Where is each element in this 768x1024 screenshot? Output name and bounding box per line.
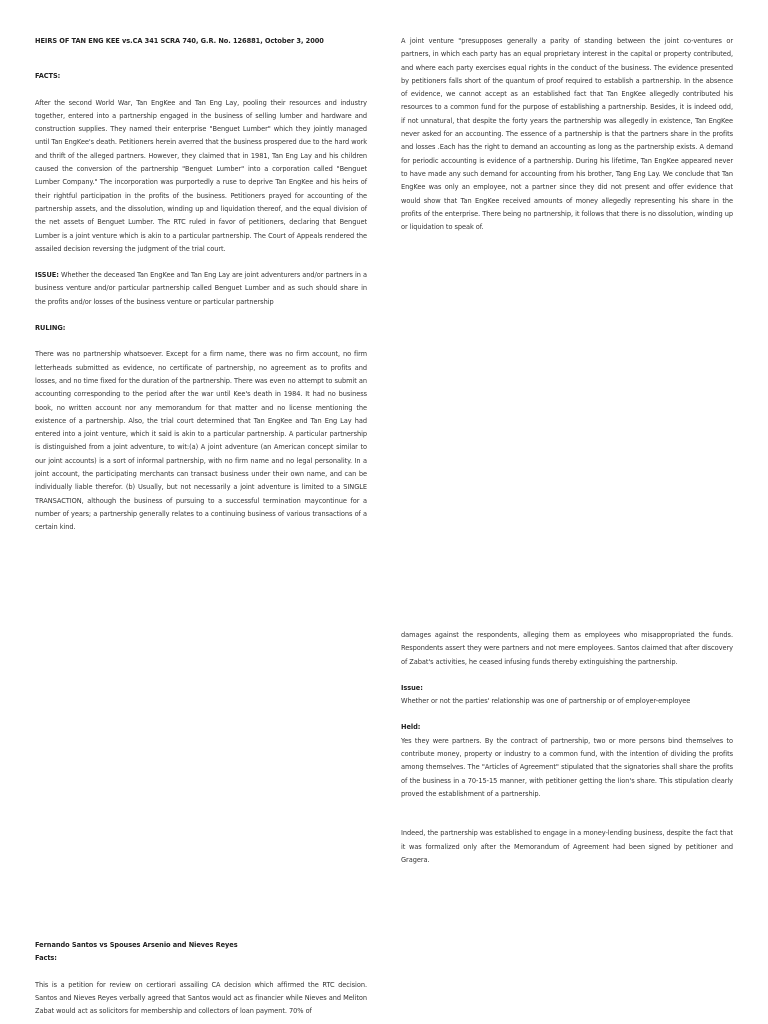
case1-facts-paragraph: After the second World War, Tan EngKee and Tan Eng Lay, pooling their resources and industry together, entered into a partnership engaged in the business of selling lumber and hardware and construction supplies. They named their enterprise "Benguet Lumber" which they jointly managed until Tan EngKee's death. Petitioners herein averred that the business prospered due to the hard work and thrift of the alleged partners. However, they claimed that in 1981, Tan Eng Lay and his children caused the conversion of the partnership "Benguet Lumber" into a corporation called "Benguet Lumber Company." The incorporation was purportedly a ruse to deprive Tan EngKee and his heirs of their rightful participation in the profits of the business. Petitioners prayed for accounting of the partnership assets, and the dissolution, winding up and liquidation thereof, and the equal division of the net assets of Benguet Lumber. The RTC ruled in favor of petitioners, declaring that Benguet Lumber is a joint venture which is akin to a particular partnership. The Court of Appeals rendered the assailed decision reversing the judgment of the trial court. <box>35 98 367 253</box>
case1-facts-heading: FACTS: <box>35 72 61 81</box>
case2-issue-heading: Issue: <box>401 683 423 692</box>
case1-block <box>35 35 367 535</box>
case1-issue-paragraph <box>35 269 367 309</box>
case1-ruling-paragraph: There was no partnership whatsoever. Except for a firm name, there was no firm account, no firm letterheads submitted as evidence, no certificate of partnership, no agreement as to profits and losses, and no time fixed for the duration of the partnership. There was even no attempt to submit an accounting corresponding to the period after the war until Kee's death in 1984. It had no business book, no written account nor any memorandum for that matter and no license mentioning the existence of a partnership. Also, the trial court determined that Tan EngKee and Tan Eng Lay had entered into a joint venture, which it said is akin to a particular partnership. A particular partnership is distinguished from a joint adventure, to wit:(a) A joint adventure (an American concept similar to our joint accounts) is a sort of informal partnership, with no firm name and no legal personality. In a joint account, the participating merchants can transact business under their own name, and can be individually liable therefor. (b) Usually, but not necessarily a joint adventure is limited to a SINGLE TRANSACTION, although the business of pursuing to a successful termination maycontinue for a number of years; a partnership generally relates to a continuing business of various transactions of a certain kind. <box>35 350 367 532</box>
case1-ruling-heading: RULING: <box>35 324 66 333</box>
case2-facts-heading: Facts: <box>35 954 57 963</box>
case1-continued-paragraph: A joint venture "presupposes generally a parity of standing between the joint co-ventures or partners, in which each party has an equal proprietary interest in the capital or property contributed, and where each party exercises equal rights in the conduct of the business. The evidence presented by petitioners falls short of the quantum of proof required to establish a partnership. In the absence of evidence, we cannot accept as an established fact that Tan EngKee allegedly contributed his resources to a common fund for the purpose of establishing a partnership. Besides, it is indeed odd, if not unnatural, that despite the forty years the partnership was allegedly in existence, Tan EngKee never asked for an accounting. The essence of a partnership is that the partners share in the profits and losses .Each has the right to demand an accounting as long as the partnership exists. A demand for periodic accounting is evidence of a partnership. During his lifetime, Tan EngKee appeared never to have made any such demand for accounting from his brother, Tang Eng Lay. We conclude that Tan EngKee was only an employee, not a partner since they did not present and offer evidence that would show that Tan EngKee received amounts of money allegedly representing his share in the profits of the enterprise. There being no partnership, it follows that there is no dissolution, winding up or liquidation to speak of. <box>401 37 733 232</box>
case2-held-paragraph: Yes they were partners. By the contract of partnership, two or more persons bind themselves to contribute money, property or industry to a common fund, with the intention of dividing the profits among themselves. The "Articles of Agreement" stipulated that the signatories shall share the profits of the business in a 70-15-15 manner, with petitioner getting the lion's share. This stipulation clearly proved the establishment of a partnership. <box>401 736 733 798</box>
case2-held-paragraph-2: Indeed, the partnership was established to engage in a money-lending business, despite the fact that it was formalized only after the Memorandum of Agreement had been signed by petitioner and Gragera. <box>401 829 733 864</box>
case1-title: HEIRS OF TAN ENG KEE vs.CA 341 SCRA 740, G.R. No. 126881, October 3, 2000 <box>35 37 324 45</box>
case2-continued-paragraph: damages against the respondents, alleging them as employees who misappropriated the funds. Respondents assert they were partners and not mere employees. Santos claimed that after discovery of Zabat's activities, he ceased infusing funds thereby extinguishing the partnership. <box>401 631 733 666</box>
case1-continuation-block <box>401 35 733 234</box>
case1-issue-text: Whether the deceased Tan EngKee and Tan Eng Lay are joint adventurers and/or partners in a business venture and/or particular partnership called Benguet Lumber and as such should share in the profits and/or losses of the business venture or particular partnership <box>35 271 368 306</box>
case2-title: Fernando Santos vs Spouses Arsenio and Nieves Reyes <box>35 941 238 949</box>
case2-block <box>35 939 367 1018</box>
case2-held-heading: Held: <box>401 723 421 732</box>
case2-issue-paragraph: Whether or not the parties' relationship was one of partnership or of employer-employee <box>401 697 691 706</box>
case1-issue-label: ISSUE: <box>35 271 59 280</box>
case2-facts-paragraph: This is a petition for review on certiorari assailing CA decision which affirmed the RTC decision. Santos and Nieves Reyes verbally agreed that Santos would act as financier while Nieves and Meliton Zabat would act as solicitors for membership and collectors of loan payment. 70% of <box>35 980 367 1016</box>
case2-continuation-block <box>401 629 733 867</box>
